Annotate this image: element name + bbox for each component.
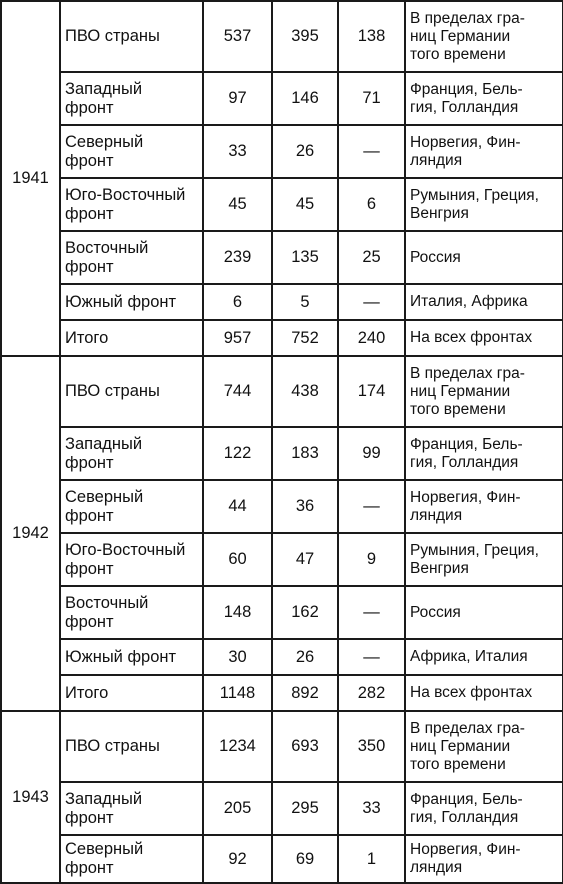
value-cell-3: 9: [338, 533, 405, 586]
table-row: [1, 533, 563, 586]
front-cell: ПВО страны: [60, 1, 203, 72]
value-cell-2: 69: [272, 835, 338, 883]
value-cell-3: 174: [338, 356, 405, 427]
table-row: [1, 231, 563, 284]
value-cell-3: 6: [338, 178, 405, 231]
value-cell-2: 162: [272, 586, 338, 639]
value-cell-2: 438: [272, 356, 338, 427]
front-cell: Северный фронт: [60, 480, 203, 533]
value-cell-2: 693: [272, 711, 338, 782]
value-cell-2: 5: [272, 284, 338, 320]
value-cell-3: —: [338, 284, 405, 320]
table-row: [1, 320, 563, 356]
value-cell-2: 135: [272, 231, 338, 284]
region-cell: Италия, Африка: [405, 284, 563, 320]
value-cell-3: —: [338, 480, 405, 533]
table-row: [1, 125, 563, 178]
region-cell: На всех фронтах: [405, 320, 563, 356]
table-row: [1, 284, 563, 320]
year-cell: 1943: [1, 711, 60, 883]
value-cell-2: 146: [272, 72, 338, 125]
value-cell-3: 99: [338, 427, 405, 480]
table-row: [1, 480, 563, 533]
front-cell: ПВО страны: [60, 356, 203, 427]
front-cell: Восточный фронт: [60, 586, 203, 639]
value-cell-1: 33: [203, 125, 272, 178]
value-cell-1: 45: [203, 178, 272, 231]
region-cell: В пределах гра- ниц Германии того времени: [405, 711, 563, 782]
table-row: [1, 586, 563, 639]
value-cell-1: 1148: [203, 675, 272, 711]
value-cell-3: 138: [338, 1, 405, 72]
front-cell: Юго-Восточный фронт: [60, 178, 203, 231]
front-cell: Восточный фронт: [60, 231, 203, 284]
value-cell-1: 239: [203, 231, 272, 284]
region-cell: Румыния, Греция, Венгрия: [405, 178, 563, 231]
year-cell: 1941: [1, 1, 60, 356]
table-row: [1, 178, 563, 231]
table-row: [1, 711, 563, 782]
table-row: [1, 72, 563, 125]
value-cell-3: 71: [338, 72, 405, 125]
table-row: [1, 639, 563, 675]
value-cell-1: 122: [203, 427, 272, 480]
front-cell: Итого: [60, 675, 203, 711]
front-cell: Западный фронт: [60, 72, 203, 125]
value-cell-2: 45: [272, 178, 338, 231]
front-cell: Западный фронт: [60, 782, 203, 835]
front-cell: Южный фронт: [60, 639, 203, 675]
value-cell-2: 26: [272, 639, 338, 675]
region-cell: Франция, Бель- гия, Голландия: [405, 427, 563, 480]
value-cell-1: 744: [203, 356, 272, 427]
table-row: [1, 356, 563, 427]
front-cell: Южный фронт: [60, 284, 203, 320]
table-body: [1, 1, 563, 883]
region-cell: Норвегия, Фин- ляндия: [405, 125, 563, 178]
table-row: [1, 675, 563, 711]
value-cell-1: 537: [203, 1, 272, 72]
region-cell: Африка, Италия: [405, 639, 563, 675]
value-cell-2: 36: [272, 480, 338, 533]
table-row: [1, 427, 563, 480]
value-cell-3: 282: [338, 675, 405, 711]
value-cell-3: —: [338, 586, 405, 639]
value-cell-1: 957: [203, 320, 272, 356]
value-cell-2: 752: [272, 320, 338, 356]
region-cell: На всех фронтах: [405, 675, 563, 711]
front-cell: Юго-Восточный фронт: [60, 533, 203, 586]
value-cell-3: 33: [338, 782, 405, 835]
value-cell-1: 44: [203, 480, 272, 533]
value-cell-1: 92: [203, 835, 272, 883]
value-cell-3: —: [338, 639, 405, 675]
region-cell: В пределах гра- ниц Германии того времени: [405, 356, 563, 427]
front-cell: Западный фронт: [60, 427, 203, 480]
region-cell: Россия: [405, 586, 563, 639]
region-cell: Норвегия, Фин- ляндия: [405, 480, 563, 533]
value-cell-3: 1: [338, 835, 405, 883]
front-cell: Северный фронт: [60, 835, 203, 883]
value-cell-2: 295: [272, 782, 338, 835]
value-cell-3: 350: [338, 711, 405, 782]
region-cell: Румыния, Греция, Венгрия: [405, 533, 563, 586]
value-cell-2: 26: [272, 125, 338, 178]
value-cell-1: 205: [203, 782, 272, 835]
value-cell-2: 892: [272, 675, 338, 711]
front-cell: Северный фронт: [60, 125, 203, 178]
table-row: [1, 782, 563, 835]
value-cell-1: 6: [203, 284, 272, 320]
region-cell: Россия: [405, 231, 563, 284]
table-row: [1, 835, 563, 883]
value-cell-3: 240: [338, 320, 405, 356]
value-cell-1: 1234: [203, 711, 272, 782]
value-cell-3: 25: [338, 231, 405, 284]
value-cell-2: 47: [272, 533, 338, 586]
region-cell: Франция, Бель- гия, Голландия: [405, 782, 563, 835]
region-cell: В пределах гра- ниц Германии того времени: [405, 1, 563, 72]
value-cell-3: —: [338, 125, 405, 178]
front-cell: ПВО страны: [60, 711, 203, 782]
region-cell: Норвегия, Фин- ляндия: [405, 835, 563, 883]
year-cell: 1942: [1, 356, 60, 711]
value-cell-1: 60: [203, 533, 272, 586]
value-cell-1: 97: [203, 72, 272, 125]
table-row: [1, 1, 563, 72]
region-cell: Франция, Бель- гия, Голландия: [405, 72, 563, 125]
value-cell-1: 148: [203, 586, 272, 639]
value-cell-2: 183: [272, 427, 338, 480]
value-cell-1: 30: [203, 639, 272, 675]
value-cell-2: 395: [272, 1, 338, 72]
front-cell: Итого: [60, 320, 203, 356]
